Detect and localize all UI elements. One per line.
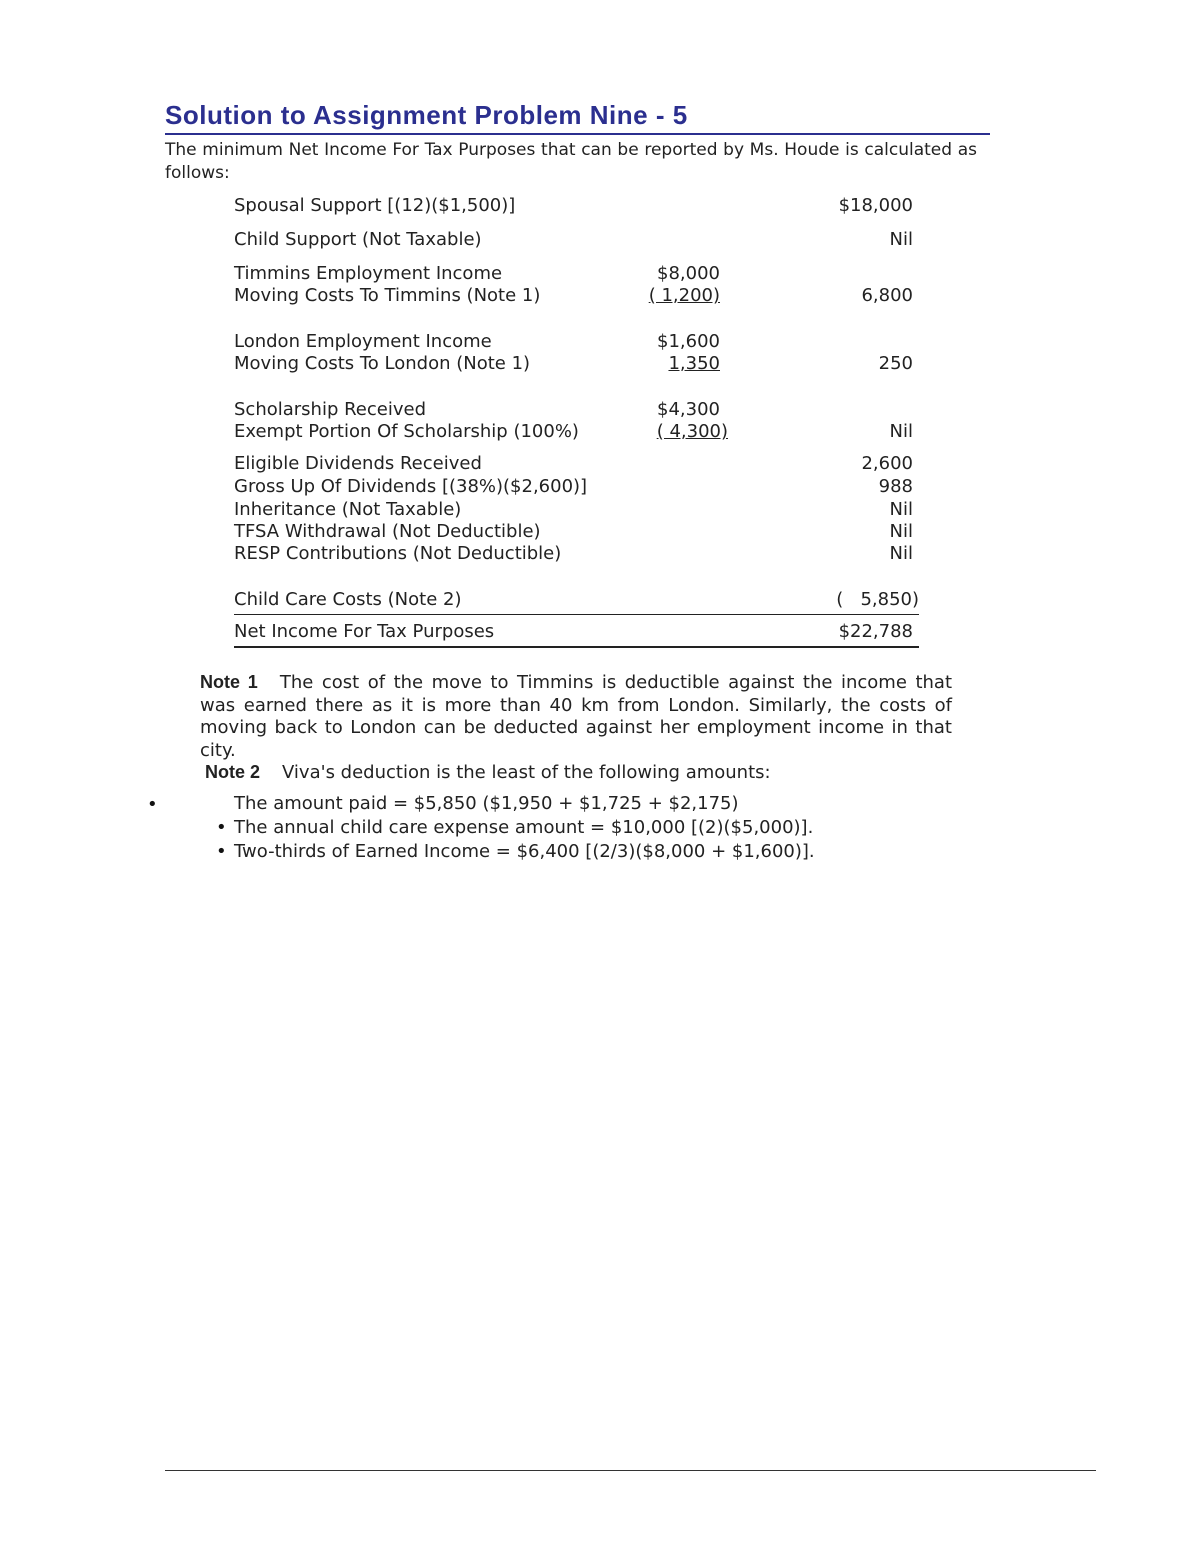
row-right-value: 250 (878, 353, 913, 374)
row-right-value: ( 5,850) (836, 589, 919, 610)
page-title: Solution to Assignment Problem Nine - 5 (165, 100, 990, 135)
row-mid-value: ( 4,300) (656, 421, 728, 442)
row-label: London Employment Income (234, 331, 492, 352)
row-right-value: Nil (889, 543, 913, 564)
row-right-value: 6,800 (861, 285, 913, 306)
total-value: $22,788 (838, 621, 913, 642)
row-right-value: Nil (889, 229, 913, 250)
row-right-value: Nil (889, 521, 913, 542)
list-item: The annual child care expense amount = $10,000 [(2)($5,000)]. (234, 817, 814, 838)
row-right-value: 988 (878, 476, 913, 497)
bullet-icon: • (147, 794, 158, 815)
row-label: Timmins Employment Income (234, 263, 503, 284)
note-1 (200, 671, 952, 762)
note-1-text: The cost of the move to Timmins is deductible against the income that was earned there as it is more than 40 km from London. Similarly, the costs of moving back to London can be deducted against her employment income in that city. (200, 672, 952, 761)
row-label: Exempt Portion Of Scholarship (100%) (234, 421, 579, 442)
row-label: Scholarship Received (234, 399, 427, 420)
row-label: Inheritance (Not Taxable) (234, 499, 462, 520)
row-right-value: $18,000 (838, 195, 913, 216)
note-2-label: Note 2 (205, 762, 261, 782)
row-label: Gross Up Of Dividends [(38%)($2,600)] (234, 476, 588, 497)
list-item: The amount paid = $5,850 ($1,950 + $1,725 + $2,175) (234, 793, 739, 814)
row-label: Child Care Costs (Note 2) (234, 589, 462, 610)
row-mid-value: ( 1,200) (648, 285, 720, 306)
bullet-icon: • (216, 817, 227, 838)
total-rule (234, 646, 919, 648)
note-1-label: Note 1 (200, 672, 258, 692)
footer-divider (165, 1470, 1096, 1471)
intro-paragraph: The minimum Net Income For Tax Purposes that can be reported by Ms. Houde is calculated as follows: (165, 140, 977, 183)
bullet-icon: • (216, 841, 227, 862)
subtotal-rule (234, 614, 919, 615)
row-label: Moving Costs To Timmins (Note 1) (234, 285, 541, 306)
list-item: Two-thirds of Earned Income = $6,400 [(2/3)($8,000 + $1,600)]. (234, 841, 815, 862)
total-label: Net Income For Tax Purposes (234, 621, 495, 642)
row-label: Eligible Dividends Received (234, 453, 482, 474)
row-right-value: 2,600 (861, 453, 913, 474)
note-2 (205, 761, 965, 785)
row-label: Spousal Support [(12)($1,500)] (234, 195, 516, 216)
row-mid-value: $1,600 (657, 331, 720, 352)
row-label: Moving Costs To London (Note 1) (234, 353, 531, 374)
row-label: TFSA Withdrawal (Not Deductible) (234, 521, 541, 542)
note-2-text: Viva's deduction is the least of the following amounts: (282, 762, 771, 783)
row-mid-value: 1,350 (668, 353, 720, 374)
row-mid-value: $8,000 (657, 263, 720, 284)
row-label: RESP Contributions (Not Deductible) (234, 543, 562, 564)
row-label: Child Support (Not Taxable) (234, 229, 482, 250)
row-right-value: Nil (889, 499, 913, 520)
row-right-value: Nil (889, 421, 913, 442)
row-mid-value: $4,300 (657, 399, 720, 420)
